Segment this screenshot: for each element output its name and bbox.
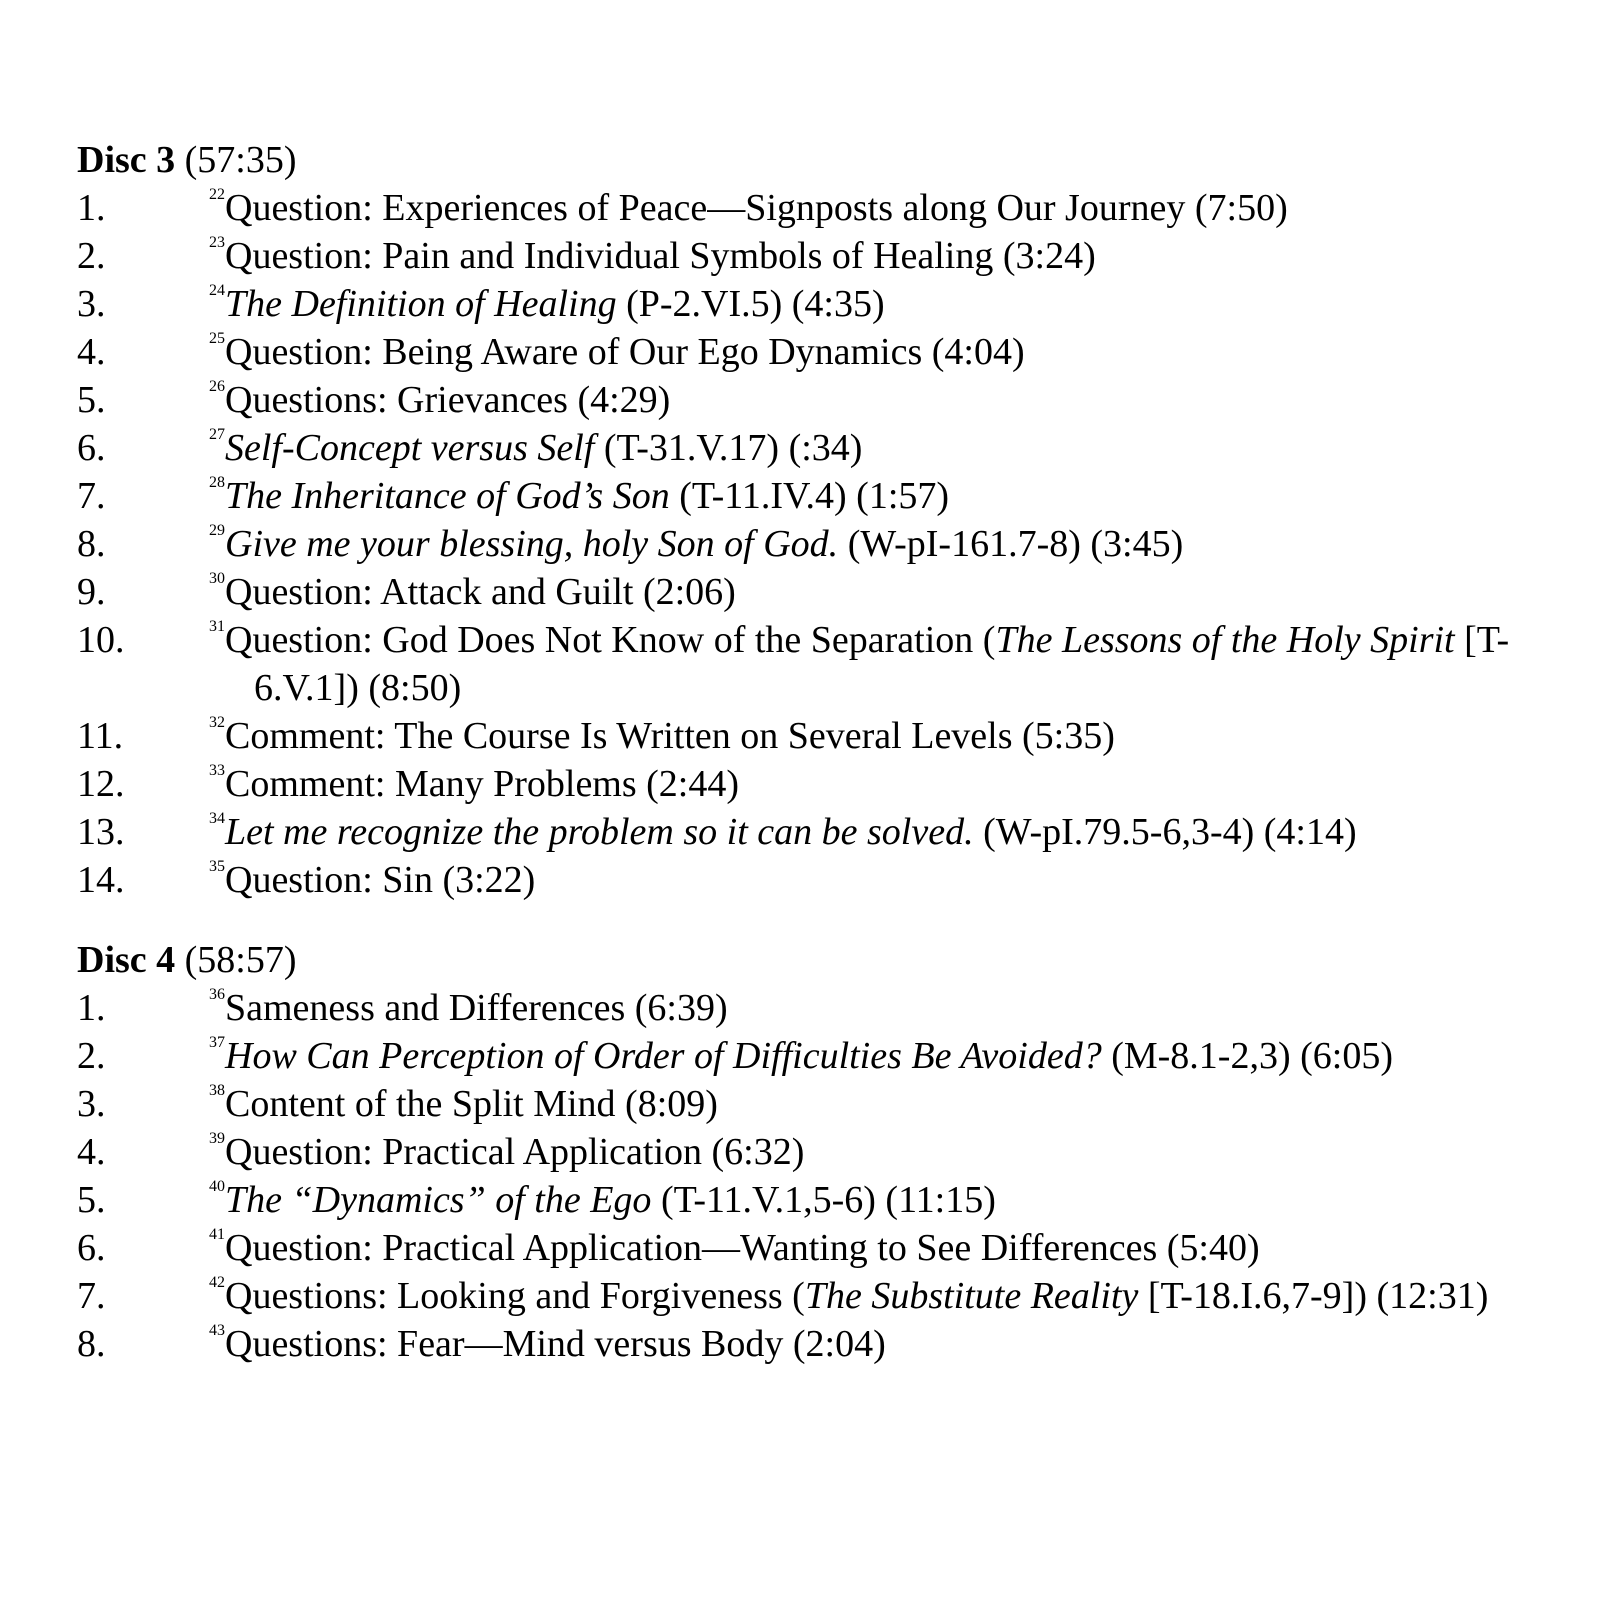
- track-row: [77, 856, 1577, 904]
- track-title-text: Question: God Does Not Know of the Separation (: [225, 619, 996, 661]
- track-title-text: Comment: Many Problems (2:44): [225, 763, 740, 805]
- track-title: [209, 712, 1577, 760]
- track-title-text: Question: Pain and Individual Symbols of Healing (3:24): [225, 235, 1096, 277]
- track-number: 14.: [77, 859, 125, 901]
- track-title: [209, 808, 1577, 856]
- track-title-text: (W-pI-161.7-8) (3:45): [838, 523, 1184, 565]
- track-number: 1.: [77, 187, 106, 229]
- track-number: 5.: [77, 1179, 106, 1221]
- track-footnote-number: 33: [209, 762, 225, 779]
- track-title-text: Question: Experiences of Peace—Signposts along Our Journey (7:50): [225, 187, 1288, 229]
- track-number: 4.: [77, 331, 106, 373]
- track-title: [209, 616, 1577, 712]
- track-number: 7.: [77, 1275, 106, 1317]
- disc-duration: (58:57): [184, 939, 297, 981]
- track-footnote-number: 38: [209, 1082, 225, 1099]
- track-title-text: (T-11.V.1,5-6) (11:15): [651, 1179, 996, 1221]
- track-row: [77, 808, 1577, 856]
- track-number: 3.: [77, 1083, 106, 1125]
- track-number: 13.: [77, 811, 125, 853]
- track-list: [77, 184, 1577, 904]
- disc-title: Disc 3: [77, 139, 176, 181]
- disc-heading: [77, 136, 1577, 184]
- track-row: [77, 472, 1577, 520]
- track-title-text: Content of the Split Mind (8:09): [225, 1083, 718, 1125]
- track-row: [77, 520, 1577, 568]
- disc-3-section: [77, 136, 1577, 904]
- track-title-text: Question: Being Aware of Our Ego Dynamics (4:04): [225, 331, 1025, 373]
- track-footnote-number: 36: [209, 986, 225, 1003]
- track-number: 8.: [77, 1323, 106, 1365]
- track-title: [209, 424, 1577, 472]
- track-title-italic: Give me your blessing, holy Son of God.: [225, 523, 839, 565]
- track-footnote-number: 25: [209, 330, 225, 347]
- track-title-text: [T-18.I.6,7-9]) (12:31): [1138, 1275, 1489, 1317]
- track-list: [77, 984, 1577, 1368]
- track-title: [209, 472, 1577, 520]
- track-footnote-number: 41: [209, 1226, 225, 1243]
- track-title-text: Questions: Grievances (4:29): [225, 379, 671, 421]
- track-row: [77, 1320, 1577, 1368]
- track-number: 12.: [77, 763, 125, 805]
- track-title-italic: The Inheritance of God’s Son: [225, 475, 670, 517]
- track-title-text: (M-8.1-2,3) (6:05): [1101, 1035, 1393, 1077]
- track-footnote-number: 24: [209, 282, 225, 299]
- track-footnote-number: 22: [209, 186, 225, 203]
- track-footnote-number: 26: [209, 378, 225, 395]
- track-title: [209, 232, 1577, 280]
- track-title: [209, 184, 1577, 232]
- track-title-italic: The “Dynamics” of the Ego: [225, 1179, 652, 1221]
- track-title: [209, 520, 1577, 568]
- track-footnote-number: 39: [209, 1130, 225, 1147]
- disc-duration: (57:35): [184, 139, 297, 181]
- track-title: [209, 376, 1577, 424]
- track-listing-page: [77, 136, 1577, 1400]
- track-title-italic: Let me recognize the problem so it can be solved.: [225, 811, 974, 853]
- track-footnote-number: 31: [209, 618, 225, 635]
- track-title-italic: Self-Concept versus Self: [225, 427, 595, 469]
- track-number: 11.: [77, 715, 124, 757]
- track-row: [77, 232, 1577, 280]
- track-title: [209, 1224, 1577, 1272]
- track-title: [209, 856, 1577, 904]
- track-row: [77, 1032, 1577, 1080]
- track-number: 6.: [77, 427, 106, 469]
- track-title-text: [T-6.V.1]) (8:50): [254, 619, 1510, 709]
- track-footnote-number: 35: [209, 858, 225, 875]
- track-row: [77, 616, 1577, 712]
- track-number: 5.: [77, 379, 106, 421]
- disc-4-section: [77, 936, 1577, 1368]
- track-title-italic: The Lessons of the Holy Spirit: [995, 619, 1455, 661]
- track-row: [77, 1080, 1577, 1128]
- track-title: [209, 1128, 1577, 1176]
- track-footnote-number: 23: [209, 234, 225, 251]
- track-number: 8.: [77, 523, 106, 565]
- track-number: 3.: [77, 283, 106, 325]
- track-row: [77, 1272, 1577, 1320]
- track-title-text: Questions: Looking and Forgiveness (: [225, 1275, 805, 1317]
- track-row: [77, 984, 1577, 1032]
- track-footnote-number: 37: [209, 1034, 225, 1051]
- track-row: [77, 376, 1577, 424]
- track-title: [209, 280, 1577, 328]
- track-row: [77, 184, 1577, 232]
- track-title-text: Question: Attack and Guilt (2:06): [225, 571, 736, 613]
- track-row: [77, 1176, 1577, 1224]
- track-title-italic: The Definition of Healing: [225, 283, 617, 325]
- track-footnote-number: 43: [209, 1322, 225, 1339]
- track-title-text: Comment: The Course Is Written on Several Levels (5:35): [225, 715, 1115, 757]
- track-footnote-number: 29: [209, 522, 225, 539]
- track-title-text: Question: Sin (3:22): [225, 859, 536, 901]
- track-number: 2.: [77, 1035, 106, 1077]
- track-title-text: Question: Practical Application—Wanting to See Differences (5:40): [225, 1227, 1260, 1269]
- track-title-italic: How Can Perception of Order of Difficulties Be Avoided?: [225, 1035, 1102, 1077]
- track-footnote-number: 34: [209, 810, 225, 827]
- track-number: 1.: [77, 987, 106, 1029]
- disc-heading: [77, 936, 1577, 984]
- track-title: [209, 328, 1577, 376]
- track-title-text: (W-pI.79.5-6,3-4) (4:14): [973, 811, 1357, 853]
- track-title-text: (T-31.V.17) (:34): [594, 427, 863, 469]
- track-title: [209, 1032, 1577, 1080]
- track-title-text: Sameness and Differences (6:39): [225, 987, 728, 1029]
- track-number: 6.: [77, 1227, 106, 1269]
- track-number: 10.: [77, 619, 125, 661]
- track-row: [77, 1128, 1577, 1176]
- track-row: [77, 760, 1577, 808]
- disc-title: Disc 4: [77, 939, 176, 981]
- track-footnote-number: 40: [209, 1178, 225, 1195]
- track-footnote-number: 27: [209, 426, 225, 443]
- track-title-italic: The Substitute Reality: [804, 1275, 1139, 1317]
- track-title: [209, 1176, 1577, 1224]
- track-number: 7.: [77, 475, 106, 517]
- track-row: [77, 280, 1577, 328]
- track-number: 2.: [77, 235, 106, 277]
- track-title: [209, 760, 1577, 808]
- track-title-text: Questions: Fear—Mind versus Body (2:04): [225, 1323, 886, 1365]
- track-title-text: Question: Practical Application (6:32): [225, 1131, 805, 1173]
- track-title: [209, 568, 1577, 616]
- track-row: [77, 328, 1577, 376]
- track-row: [77, 424, 1577, 472]
- track-footnote-number: 30: [209, 570, 225, 587]
- track-row: [77, 1224, 1577, 1272]
- track-footnote-number: 42: [209, 1274, 225, 1291]
- track-title-text: (T-11.IV.4) (1:57): [669, 475, 950, 517]
- track-row: [77, 712, 1577, 760]
- track-number: 9.: [77, 571, 106, 613]
- track-title: [209, 984, 1577, 1032]
- track-number: 4.: [77, 1131, 106, 1173]
- track-title: [209, 1080, 1577, 1128]
- track-footnote-number: 32: [209, 714, 225, 731]
- track-row: [77, 568, 1577, 616]
- track-title-text: (P-2.VI.5) (4:35): [616, 283, 885, 325]
- track-title: [209, 1272, 1577, 1320]
- track-footnote-number: 28: [209, 474, 225, 491]
- track-title: [209, 1320, 1577, 1368]
